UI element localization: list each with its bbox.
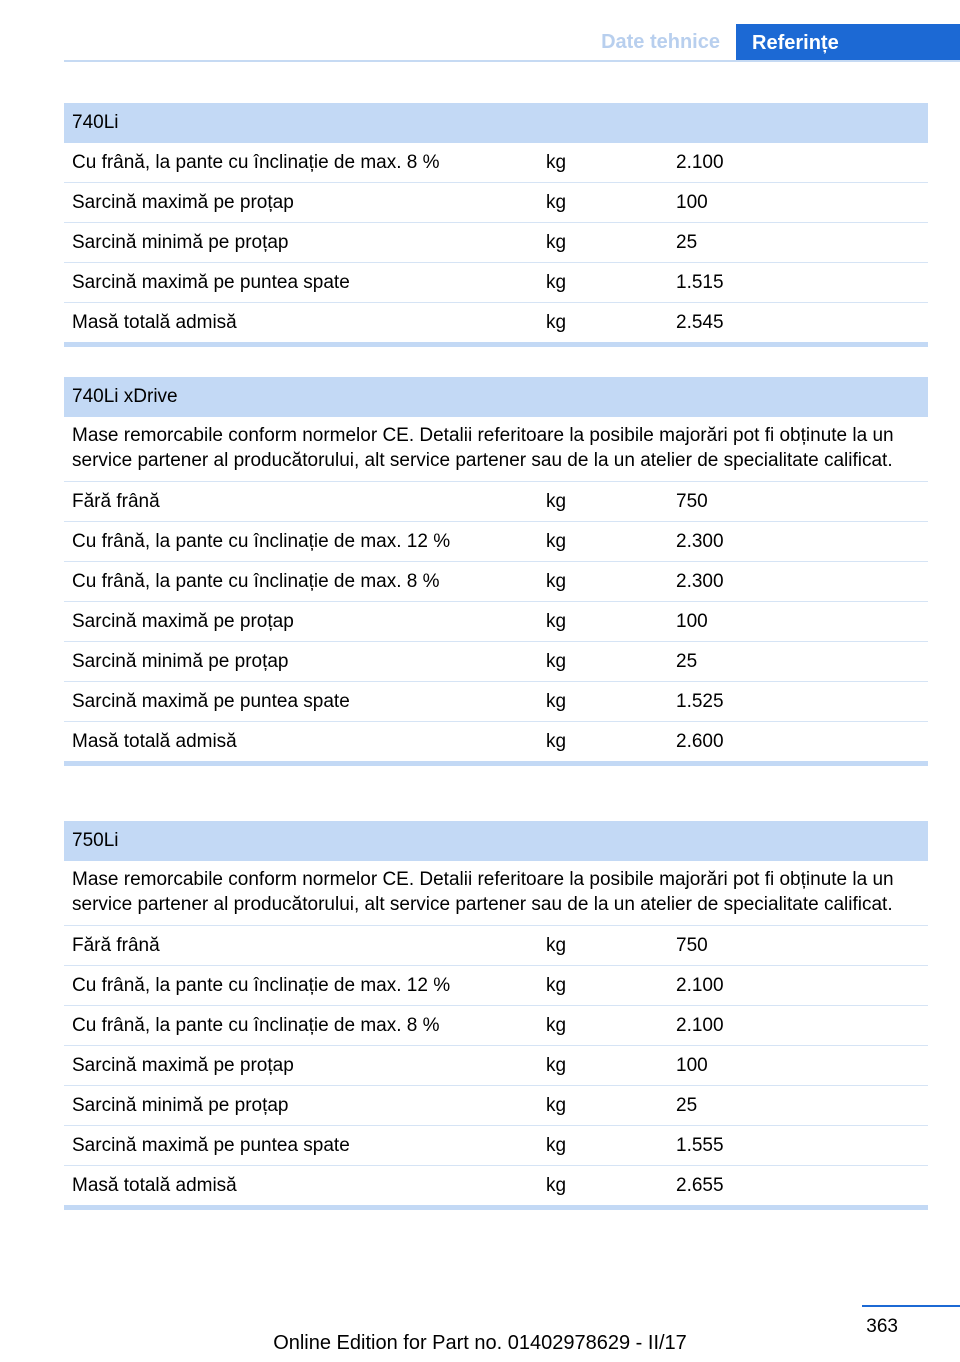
- row-value: 1.515: [676, 272, 724, 293]
- page-header: [64, 24, 960, 62]
- table-row: [64, 682, 928, 722]
- row-value: 2.100: [676, 975, 724, 996]
- row-label: Sarcină maximă pe puntea spate: [72, 691, 350, 712]
- page-number: 363: [866, 1316, 898, 1337]
- row-unit: kg: [546, 1175, 567, 1196]
- table-row: [64, 1046, 928, 1086]
- row-unit: kg: [546, 1015, 567, 1036]
- row-value: 2.545: [676, 312, 724, 333]
- row-value: 2.655: [676, 1175, 724, 1196]
- table-note: Mase remorcabile conform normelor CE. Detalii referitoare la posibile majorări pot fi obținute la un service partener al producătorului, alt service partener sau de la un atelier de specialitate calificat.: [64, 861, 928, 926]
- row-value: 2.100: [676, 1015, 724, 1036]
- row-unit: kg: [546, 611, 567, 632]
- row-value: 1.555: [676, 1135, 724, 1156]
- row-label: Sarcină maximă pe proțap: [72, 192, 294, 213]
- row-unit: kg: [546, 571, 567, 592]
- table-row: [64, 1006, 928, 1046]
- row-label: Sarcină maximă pe puntea spate: [72, 272, 350, 293]
- chapter-tab[interactable]: Referințe: [736, 24, 960, 62]
- row-value: 25: [676, 651, 698, 672]
- row-label: Cu frână, la pante cu înclinație de max. 8 %: [72, 1015, 440, 1036]
- row-unit: kg: [546, 152, 567, 173]
- table-row: [64, 482, 928, 522]
- table-740li: [64, 103, 928, 347]
- table-row: [64, 722, 928, 761]
- table-title: 740Li xDrive: [64, 377, 928, 417]
- row-unit: kg: [546, 691, 567, 712]
- table-row: [64, 966, 928, 1006]
- table-row: [64, 143, 928, 183]
- row-value: 25: [676, 232, 698, 253]
- row-unit: kg: [546, 531, 567, 552]
- row-unit: kg: [546, 1135, 567, 1156]
- row-unit: kg: [546, 312, 567, 333]
- row-label: Sarcină maximă pe proțap: [72, 611, 294, 632]
- table-row: [64, 522, 928, 562]
- table-row: [64, 926, 928, 966]
- section-tab[interactable]: Date tehnice: [601, 31, 720, 53]
- table-row: [64, 1086, 928, 1126]
- row-unit: kg: [546, 935, 567, 956]
- row-unit: kg: [546, 232, 567, 253]
- table-end-bar: [64, 761, 928, 766]
- row-label: Masă totală admisă: [72, 312, 237, 333]
- row-label: Sarcină maximă pe proțap: [72, 1055, 294, 1076]
- table-end-bar: [64, 1205, 928, 1210]
- table-note: Mase remorcabile conform normelor CE. Detalii referitoare la posibile majorări pot fi obținute la un service partener al producătorului, alt service partener sau de la un atelier de specialitate calificat.: [64, 417, 928, 482]
- row-unit: kg: [546, 192, 567, 213]
- table-row: [64, 223, 928, 263]
- row-unit: kg: [546, 1055, 567, 1076]
- row-label: Fără frână: [72, 935, 160, 956]
- row-value: 25: [676, 1095, 698, 1116]
- row-unit: kg: [546, 651, 567, 672]
- row-label: Sarcină minimă pe proțap: [72, 232, 289, 253]
- row-value: 2.600: [676, 731, 724, 752]
- row-unit: kg: [546, 731, 567, 752]
- row-unit: kg: [546, 272, 567, 293]
- footer-divider: [862, 1305, 960, 1307]
- row-label: Fără frână: [72, 491, 160, 512]
- row-label: Cu frână, la pante cu înclinație de max. 8 %: [72, 571, 440, 592]
- row-value: 2.300: [676, 571, 724, 592]
- row-unit: kg: [546, 975, 567, 996]
- row-label: Sarcină maximă pe puntea spate: [72, 1135, 350, 1156]
- table-row: [64, 562, 928, 602]
- row-unit: kg: [546, 1095, 567, 1116]
- table-row: [64, 642, 928, 682]
- row-label: Cu frână, la pante cu înclinație de max. 12 %: [72, 531, 451, 552]
- table-end-bar: [64, 342, 928, 347]
- table-title: 740Li: [64, 103, 928, 143]
- table-750li: [64, 821, 928, 1210]
- row-label: Sarcină minimă pe proțap: [72, 1095, 289, 1116]
- table-row: [64, 303, 928, 342]
- row-value: 1.525: [676, 691, 724, 712]
- row-value: 100: [676, 1055, 708, 1076]
- row-label: Masă totală admisă: [72, 731, 237, 752]
- header-divider: [64, 60, 960, 62]
- table-row: [64, 263, 928, 303]
- row-value: 100: [676, 611, 708, 632]
- row-value: 750: [676, 935, 708, 956]
- row-label: Sarcină minimă pe proțap: [72, 651, 289, 672]
- row-unit: kg: [546, 491, 567, 512]
- row-label: Masă totală admisă: [72, 1175, 237, 1196]
- row-value: 100: [676, 192, 708, 213]
- row-value: 750: [676, 491, 708, 512]
- edition-footer: Online Edition for Part no. 01402978629 - II/17: [273, 1332, 687, 1354]
- table-row: [64, 183, 928, 223]
- table-title: 750Li: [64, 821, 928, 861]
- table-row: [64, 1166, 928, 1205]
- table-row: [64, 602, 928, 642]
- row-value: 2.300: [676, 531, 724, 552]
- row-value: 2.100: [676, 152, 724, 173]
- row-label: Cu frână, la pante cu înclinație de max. 12 %: [72, 975, 451, 996]
- table-740li-xdrive: [64, 377, 928, 766]
- table-row: [64, 1126, 928, 1166]
- row-label: Cu frână, la pante cu înclinație de max. 8 %: [72, 152, 440, 173]
